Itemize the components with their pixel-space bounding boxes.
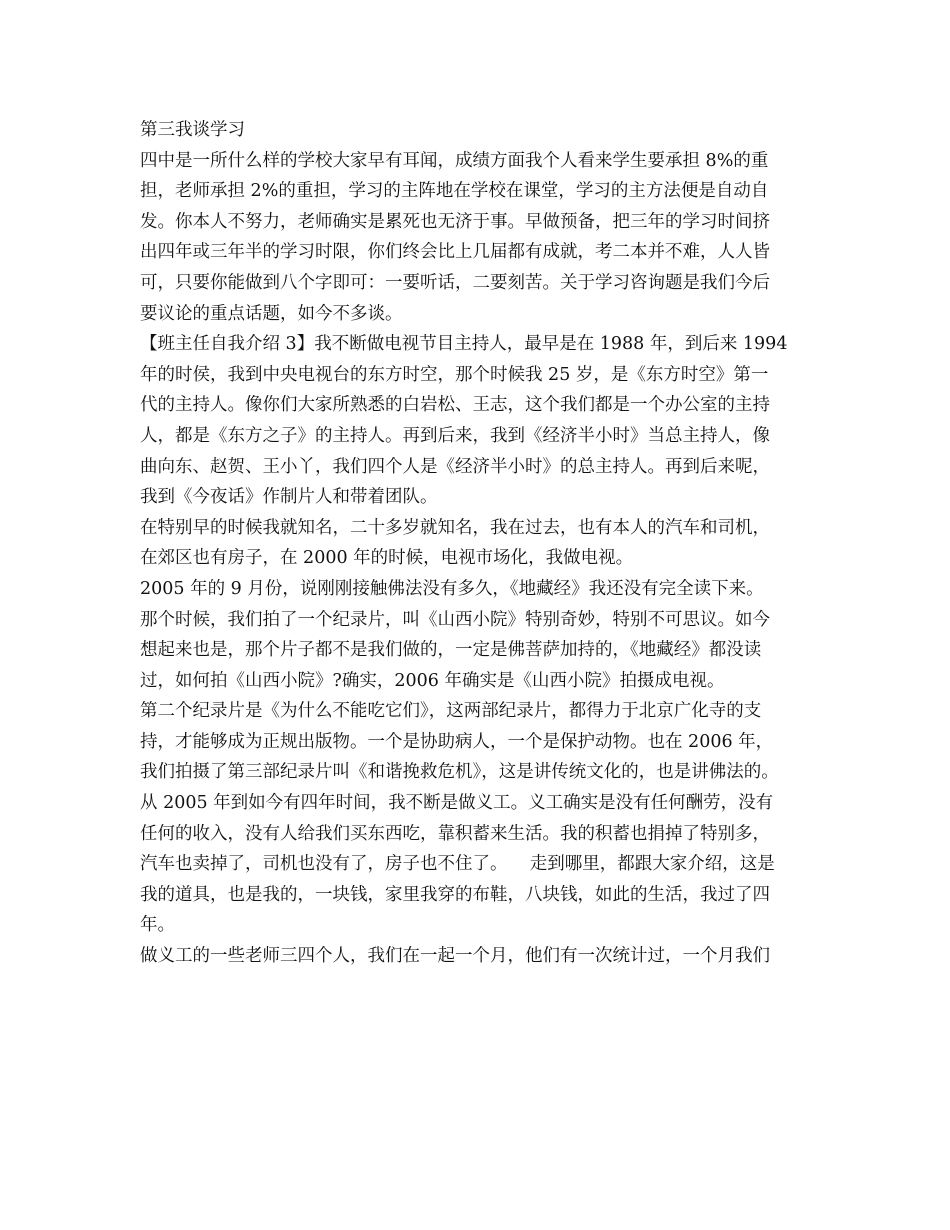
text-line: 年的时侯，我到中央电视台的东方时空，那个时候我 25 岁，是《东方时空》第一	[140, 364, 769, 385]
text-line: 第二个纪录片是《为什么不能吃它们》，这两部纪录片，都得力于北京广化寺的支	[140, 701, 762, 722]
text-line: 2005 年的 9 月份，说刚刚接触佛法没有多久，《地藏经》我还没有完全读下来。	[140, 578, 764, 599]
document-body	[140, 115, 830, 972]
section-heading: 第三我谈学习	[140, 120, 245, 140]
text-line: 可，只要你能做到八个字即可：一要听话，二要刻苦。关于学习咨询题是我们今后	[140, 272, 770, 293]
text-line: 【班主任自我介绍 3】我不断做电视节目主持人，最早是在 1988 年，到后来 1994	[140, 334, 788, 355]
text-line: 汽车也卖掉了，司机也没有了，房子也不住了。 走到哪里，都跟大家介绍，这是	[140, 854, 775, 875]
text-line: 做义工的一些老师三四个人，我们在一起一个月，他们有一次统计过，一个月我们	[140, 946, 770, 967]
text-line: 从 2005 年到如今有四年时间，我不断是做义工。义工确实是没有任何酬劳，没有	[140, 793, 774, 814]
text-line: 我到《今夜话》作制片人和带着团队。	[140, 487, 438, 508]
text-line: 我们拍摄了第三部纪录片叫《和谐挽救危机》，这是讲传统文化的，也是讲佛法的。	[140, 762, 779, 783]
text-line: 代的主持人。像你们大家所熟悉的白岩松、王志，这个我们都是一个办公室的主持	[140, 395, 770, 416]
text-line: 年。	[140, 915, 175, 936]
text-line: 我的道具，也是我的，一块钱，家里我穿的布鞋，八块钱，如此的生活，我过了四	[140, 884, 770, 905]
text-line: 四中是一所什么样的学校大家早有耳闻，成绩方面我个人看来学生要承担 8%的重	[140, 150, 769, 171]
text-line: 要议论的重点话题，如今不多谈。	[140, 303, 403, 324]
text-line: 持，才能够成为正规出版物。一个是协助病人，一个是保护动物。也在 2006 年，	[140, 731, 774, 752]
text-line: 在特别早的时候我就知名，二十多岁就知名，我在过去，也有本人的汽车和司机，	[140, 517, 770, 538]
text-line: 在郊区也有房子，在 2000 年的时候，电视市场化，我做电视。	[140, 548, 634, 569]
text-line: 担，老师承担 2%的重担，学习的主阵地在学校在课堂，学习的主方法便是自动自	[140, 181, 769, 202]
text-line: 发。你本人不努力，老师确实是累死也无济于事。早做预备，把三年的学习时间挤	[140, 211, 770, 232]
text-line: 曲向东、赵贺、王小丫，我们四个人是《经济半小时》的总主持人。再到后来呢，	[140, 456, 770, 477]
text-line: 任何的收入，没有人给我们买东西吃，靠积蓄来生活。我的积蓄也捐掉了特别多，	[140, 823, 770, 844]
text-line: 出四年或三年半的学习时限，你们终会比上几届都有成就，考二本并不难，人人皆	[140, 242, 770, 263]
text-line: 人，都是《东方之子》的主持人。再到后来，我到《经济半小时》当总主持人，像	[140, 425, 770, 446]
text-line: 那个时候，我们拍了一个纪录片，叫《山西小院》特别奇妙，特别不可思议。如今	[140, 609, 770, 630]
text-line: 想起来也是，那个片子都不是我们做的，一定是佛菩萨加持的，《地藏经》都没读	[140, 640, 762, 661]
text-line: 过，如何拍《山西小院》?确实，2006 年确实是《山西小院》拍摄成电视。	[140, 670, 725, 691]
